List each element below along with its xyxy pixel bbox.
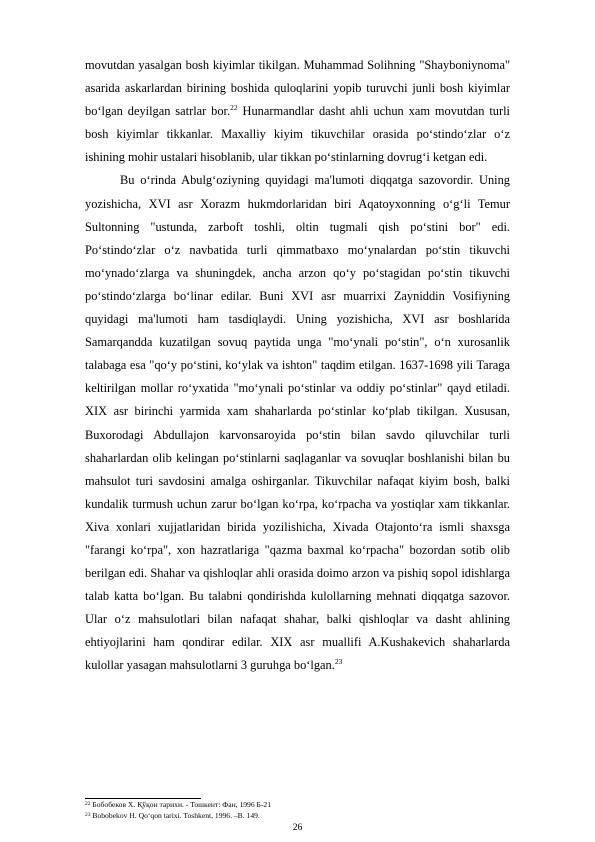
paragraph-2	[85, 169, 510, 677]
paragraph-2-text: Bu o‘rinda Abulg‘oziyning quyidagi ma'lumoti diqqatga sazovordir. Uning yozishicha, XVI asr Xorazm hukmdorlaridan biri Aqatoyxonning o‘g‘li Temur Sultonning "ustunda, zarboft toshli, oltin tugmali qish po‘stini bor" edi. Po‘stindo‘zlar o‘z navbatida turli qimmatbaxo mo‘ynalardan po‘stin tikuvchi mo‘ynado‘zlarga va shuningdek, ancha arzon qo‘y po‘stagidan po‘stin tikuvchi po‘stindo‘zlarga bo‘linar edilar. Buni XVI asr muarrixi Zayniddin Vosifiyning quyidagi ma'lumoti ham tasdiqlaydi. Uning yozishicha, XVI asr boshlarida Samarqandda kuzatilgan sovuq paytida unga "mo‘ynali po‘stin", o‘n xurosanlik talabaga esa "qo‘y po‘stini, ko‘ylak va ishton" taqdim etilgan. 1637-1698 yili Taraga keltirilgan mollar ro‘yxatida "mo‘ynali po‘stinlar va oddiy po‘stinlar" qayd etiladi. XIX asr birinchi yarmida xam shaharlarda po‘stinlar ko‘plab tikilgan. Xususan, Buxorodagi Abdullajon karvonsaroyida po‘stin bilan savdo qiluvchilar turli shaharlardan olib kelingan po‘stinlarni saqlaganlar va sovuqlar boshlanishi bilan bu mahsulot turi savdosini amalga oshirganlar. Tikuvchilar nafaqat kiyim bosh, balki kundalik turmush uchun zarur bo‘lgan ko‘rpa, ko‘rpacha va yostiqlar xam tikkanlar. Xiva xonlari xujjatlaridan birida yozilishicha, Xivada Otajonto‘ra ismli shaxsga "farangi ko‘rpa", xon hazratlariga "qazma baxmal ko‘rpacha" bozordan sotib olib berilgan edi. Shahar va qishloqlar ahli orasida doimo arzon va pishiq sopol idishlarga talab katta bo‘lgan. Bu talabni qondirishda kulollarning mehnati diqqatga sazovor. Ular o‘z mahsulotlari bilan nafaqat shahar, balki qishloqlar va dasht ahlining ehtiyojlarini ham qondirar edilar. XIX asr muallifi A.Kushakevich shaharlarda kulollar yasagan mahsulotlarni 3 guruhga bo‘lgan.	[85, 173, 510, 673]
paragraph-1-text-b: Hunarmandlar dasht ahli uchun xam movutdan turli bosh kiyimlar tikkanlar. Maxalliy kiyim tikuvchilar orasida po‘stindo‘zlar o‘z ishining mohir ustalari hisoblanib, ular tikkan po‘stinlarning dovrug‘i ketgan edi.	[85, 104, 510, 165]
footnote-text: Бобобеков Х. Қўқон тарихи. - Тошкент: Фан, 1996 Б-21	[90, 800, 272, 809]
footnote-ref-22[interactable]: 22	[230, 103, 238, 113]
footnotes	[85, 800, 510, 821]
footnote-22	[85, 800, 510, 811]
footnote-ref-23[interactable]: 23	[334, 657, 343, 667]
footnote-number: 23	[85, 811, 91, 818]
page-body	[85, 54, 510, 678]
footnote-separator	[85, 798, 201, 799]
footnote-number: 22	[85, 801, 91, 807]
paragraph-1-text-a: movutdan yasalgan bosh kiyimlar tikilgan. Muhammad Solihning "Shayboniynoma" asarida askarlardan birining boshida quloqlarini yopib turuvchi junli bosh kiyimlar bo‘lgan deyilgan satrlar bor.	[85, 58, 510, 119]
footnote-text: Bobobekov H. Qo‘qon tarixi. Toshkent, 1996. –B. 149.	[90, 810, 260, 820]
paragraph-1	[85, 54, 510, 169]
page-number: 26	[292, 822, 303, 833]
footnote-23	[85, 811, 510, 822]
